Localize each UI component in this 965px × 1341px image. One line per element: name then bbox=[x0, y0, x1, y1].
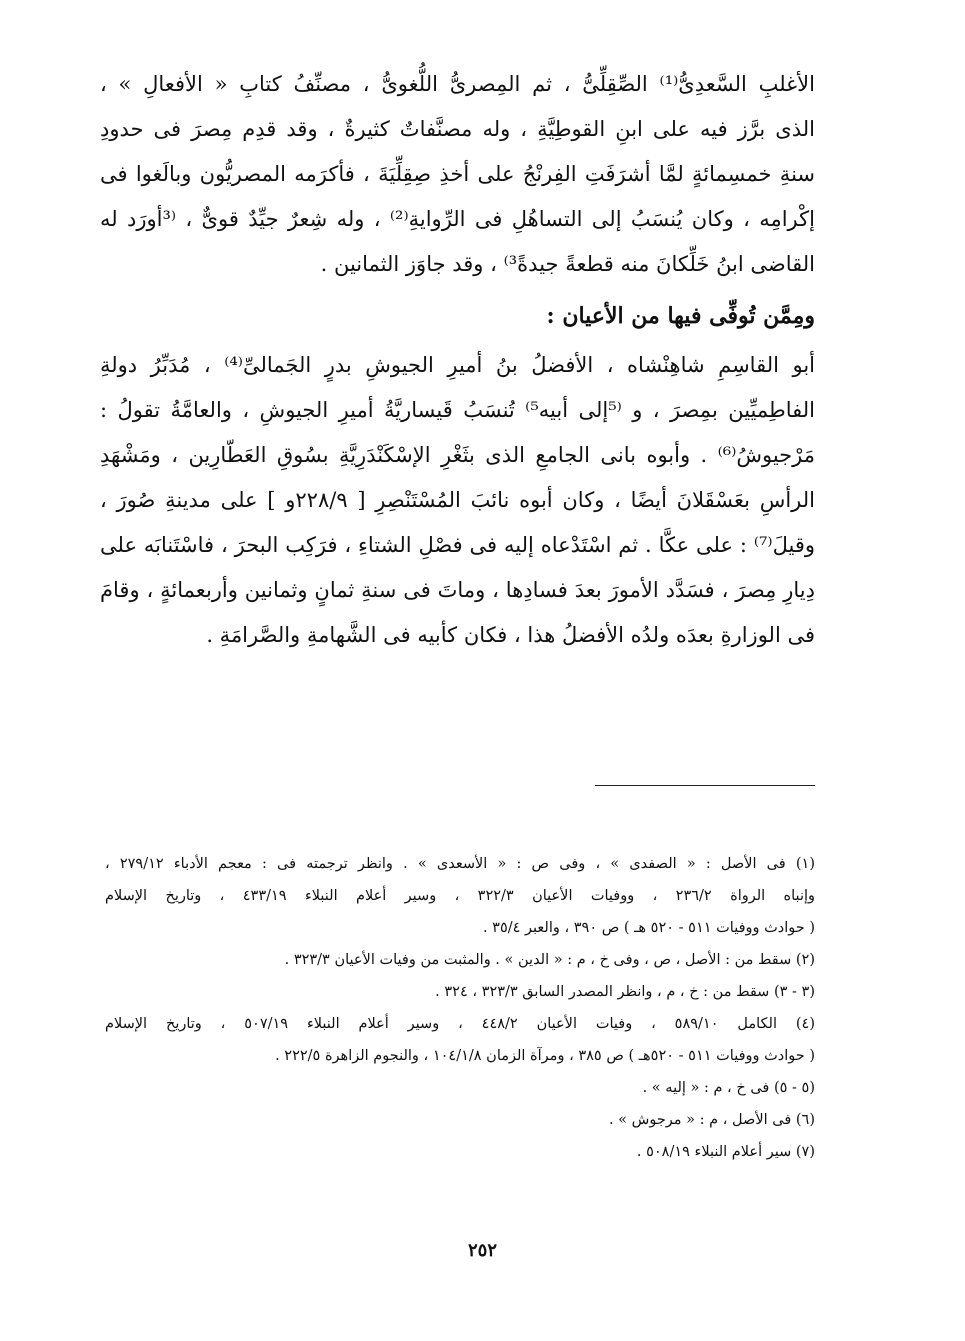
body-line: مَرْجيوشُ⁽⁶⁾ . وأبوه بانى الجامعِ الذى بثَغْرِ الإسْكَنْدَرِيَّةِ بسُوقِ العَطّارِين ، ومَشْهَدِ bbox=[100, 443, 815, 467]
body-line: سنةِ خمسِمائةٍ لمَّا أشرَفَتِ الفِرنْجُ على أخذِ صِقِلِّيَةَ ، فأكرَمه المصريُّون وبالَغوا فى bbox=[100, 162, 815, 186]
footnote-line: (٢) سقط من : الأصل ، ص ، وفى خ ، م : « الدين » . والمثبت من وفيات الأعيان ٣٢٣/٣ . bbox=[284, 952, 815, 968]
section-heading: ومِمَّن تُوفِّى فيها من الأعيان : bbox=[546, 303, 815, 329]
page-number: ٢٥٢ bbox=[467, 1240, 497, 1261]
footnote-line: وإنباه الرواة ٢٣٦/٢ ، ووفيات الأعيان ٣٢٢/٣ ، وسير أعلام النبلاء ٤٣٣/١٩ ، وتاريخ الإسلام bbox=[105, 888, 816, 904]
footnote-line: (٥ - ٥) فى خ ، م : « إليه » . bbox=[642, 1080, 815, 1096]
body-line: الفاطِميِّين بمِصرَ ، و ⁽⁵إلى أبيه⁵⁾ تُنسَبُ قَيساريَّةُ أميرِ الجيوشِ ، والعامَّةُ تقولُ : bbox=[100, 398, 815, 422]
body-line: القاضى ابنُ خَلِّكانَ منه قطعةً جيدةً³⁾ ، وقد جاوَز الثمانين . bbox=[320, 252, 815, 276]
body-line: دِيارِ مِصرَ ، فسَدَّد الأمورَ بعدَ فسادِها ، وماتَ فى سنةِ ثمانٍ وثمانين وأربعمائةٍ ، وقامَ bbox=[100, 578, 815, 602]
footnote-line: (٤) الكامل ٥٨٩/١٠ ، وفيات الأعيان ٤٤٨/٢ ، وسير أعلام النبلاء ٥٠٧/١٩ ، وتاريخ الإسلام bbox=[105, 1016, 815, 1032]
body-line: فى الوزارةِ بعدَه ولدُه الأفضلُ هذا ، فكان كأبيه فى الشَّهامةِ والصَّرامَةِ . bbox=[206, 623, 815, 647]
footnote-line: (٦) فى الأصل ، م : « مرجوش » . bbox=[608, 1112, 815, 1128]
footnotes bbox=[105, 848, 815, 1168]
footnote-line: ( حوادث ووفيات ٥١١ - ٥٢٠هـ ) ص ٣٨٥ ، ومرآة الزمان ١٠٤/١/٨ ، والنجوم الزاهرة ٢٢٢/٥ . bbox=[275, 1048, 815, 1064]
footnote-line: (١) فى الأصل : « الصفدى » ، وفى ص : « الأسعدى » . وانظر ترجمته فى : معجم الأدباء ٢٧٩/١٢ ، bbox=[105, 856, 815, 872]
body-line: وقيلَ⁽⁷⁾ : على عكَّا . ثم اسْتَدْعاه إليه فى فصْلِ الشتاءِ ، فرَكِب البحرَ ، فاسْتَنابَه على bbox=[100, 533, 815, 557]
footnote-separator bbox=[595, 785, 815, 786]
body-line: أبو القاسِمِ شاهِنْشاه ، الأفضلُ بنُ أميرِ الجيوشِ بدرٍ الجَمالىِّ⁽⁴⁾ ، مُدَبِّرُ دولةِ bbox=[100, 353, 815, 377]
main-text bbox=[100, 62, 815, 658]
body-line: الذى برَّز فيه على ابنِ القوطِيَّةِ ، وله مصنَّفاتٌ كثيرةٌ ، وقد قدِم مِصرَ فى حدودِ bbox=[100, 117, 815, 141]
body-line: إكْرامِه ، وكان يُنسَبُ إلى التساهُلِ فى الرِّوايةِ⁽²⁾ ، وله شِعرٌ جيِّدٌ قوىٌّ ، ⁽³أورَد له bbox=[100, 207, 815, 231]
footnote-line: ( حوادث ووفيات ٥١١ - ٥٢٠ هـ ) ص ٣٩٠ ، والعبر ٣٥/٤ . bbox=[482, 920, 815, 936]
body-line: الأغلبِ السَّعدِىُّ⁽¹⁾ الصِّقِلِّىُّ ، ثم المِصرىُّ اللُّغوىُّ ، مصنِّفُ كتابِ « الأفعالِ » ، bbox=[100, 72, 815, 96]
footnote-line: (٧) سير أعلام النبلاء ٥٠٨/١٩ . bbox=[636, 1144, 815, 1160]
body-line: الرأسِ بعَسْقَلانَ أيضًا ، وكان أبوه نائبَ المُسْتَنْصِرِ [ ٢٢٨/٩و ] على مدينةِ صُورَ ، bbox=[100, 488, 815, 512]
footnote-line: (٣ - ٣) سقط من : خ ، م ، وانظر المصدر السابق ٣٢٣/٣ ، ٣٢٤ . bbox=[435, 984, 815, 1000]
